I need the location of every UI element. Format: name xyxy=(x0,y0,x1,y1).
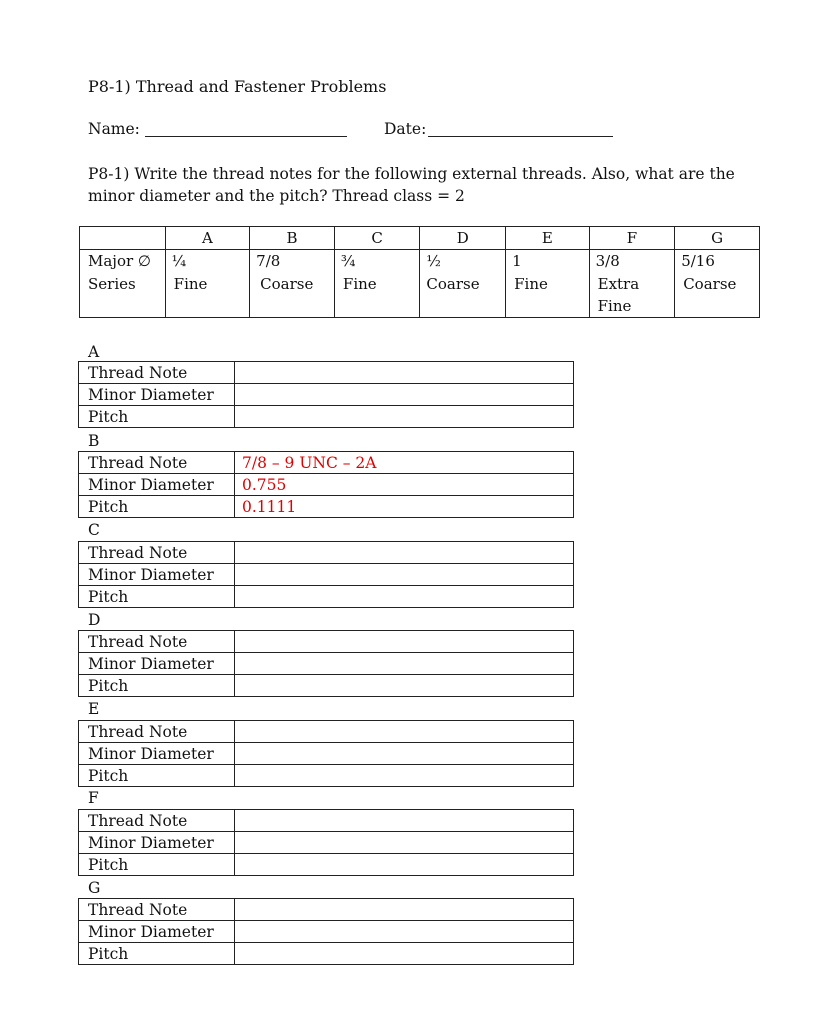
spec-col-letter: D xyxy=(420,227,506,250)
minor-diameter-label: Minor Diameter xyxy=(79,653,235,675)
answer-table xyxy=(78,720,574,787)
spec-col-letter: C xyxy=(334,227,420,250)
section-letter: G xyxy=(88,879,101,897)
minor-diameter-label: Minor Diameter xyxy=(79,564,235,586)
answer-row-pitch xyxy=(79,496,574,518)
thread-note-label: Thread Note xyxy=(79,542,235,564)
spec-major-cell: ½ xyxy=(420,250,506,273)
minor-diameter-label: Minor Diameter xyxy=(79,743,235,765)
pitch-answer[interactable] xyxy=(235,586,574,608)
thread-note-answer[interactable] xyxy=(235,362,574,384)
answer-row-thread-note xyxy=(79,362,574,384)
pitch-label: Pitch xyxy=(79,943,235,965)
section-letter: B xyxy=(88,432,100,450)
thread-note-answer[interactable]: 7/8 – 9 UNC – 2A xyxy=(235,452,574,474)
spec-header-row xyxy=(80,227,760,250)
page-title: P8-1) Thread and Fastener Problems xyxy=(88,77,387,96)
section-letter: A xyxy=(88,343,100,361)
spec-row-label-major: Major ∅ xyxy=(80,250,166,273)
minor-diameter-answer[interactable] xyxy=(235,384,574,406)
pitch-label: Pitch xyxy=(79,675,235,697)
spec-major-cell: ¾ xyxy=(334,250,420,273)
pitch-answer[interactable] xyxy=(235,943,574,965)
minor-diameter-label: Minor Diameter xyxy=(79,921,235,943)
name-label: Name: xyxy=(88,120,140,138)
spec-row-label-series: Series xyxy=(80,273,166,318)
answer-row-pitch xyxy=(79,586,574,608)
thread-note-label: Thread Note xyxy=(79,362,235,384)
spec-series-cell: Coarse xyxy=(250,273,335,318)
answer-table xyxy=(78,451,574,518)
spec-series-line2: Fine xyxy=(597,296,632,315)
spec-series-row xyxy=(80,273,760,318)
minor-diameter-answer[interactable] xyxy=(235,653,574,675)
spec-major-cell: ¼ xyxy=(165,250,250,273)
pitch-label: Pitch xyxy=(79,586,235,608)
thread-note-answer[interactable] xyxy=(235,631,574,653)
section-letter: E xyxy=(88,700,100,718)
answer-row-minor-diameter xyxy=(79,921,574,943)
date-label: Date: xyxy=(384,120,427,138)
spec-col-letter: G xyxy=(675,227,760,250)
answer-row-pitch xyxy=(79,765,574,787)
minor-diameter-label: Minor Diameter xyxy=(79,832,235,854)
date-field[interactable] xyxy=(428,136,613,137)
spec-col-letter: A xyxy=(165,227,250,250)
spec-major-cell: 5/16 xyxy=(675,250,760,273)
thread-note-answer[interactable] xyxy=(235,899,574,921)
name-field[interactable] xyxy=(145,136,347,137)
thread-note-answer[interactable] xyxy=(235,542,574,564)
minor-diameter-label: Minor Diameter xyxy=(79,384,235,406)
pitch-answer[interactable] xyxy=(235,854,574,876)
section-letter: F xyxy=(88,789,99,807)
spec-corner-cell xyxy=(80,227,166,250)
answer-row-thread-note xyxy=(79,631,574,653)
answer-row-minor-diameter xyxy=(79,474,574,496)
answer-row-thread-note xyxy=(79,452,574,474)
spec-series-cell: Fine xyxy=(506,273,590,318)
answer-row-pitch xyxy=(79,675,574,697)
answer-row-minor-diameter xyxy=(79,832,574,854)
thread-note-label: Thread Note xyxy=(79,631,235,653)
answer-row-minor-diameter xyxy=(79,564,574,586)
minor-diameter-answer[interactable]: 0.755 xyxy=(235,474,574,496)
answer-row-thread-note xyxy=(79,542,574,564)
minor-diameter-answer[interactable] xyxy=(235,832,574,854)
spec-series-cell: Coarse xyxy=(675,273,760,318)
spec-series-cell: Coarse xyxy=(420,273,506,318)
spec-col-letter: B xyxy=(250,227,335,250)
spec-col-letter: E xyxy=(506,227,590,250)
thread-note-answer[interactable] xyxy=(235,810,574,832)
answer-table xyxy=(78,630,574,697)
thread-spec-table xyxy=(79,226,760,318)
answer-row-minor-diameter xyxy=(79,653,574,675)
answer-row-thread-note xyxy=(79,721,574,743)
pitch-answer[interactable]: 0.1111 xyxy=(235,496,574,518)
answer-row-pitch xyxy=(79,943,574,965)
answer-row-thread-note xyxy=(79,810,574,832)
thread-note-label: Thread Note xyxy=(79,721,235,743)
answer-row-minor-diameter xyxy=(79,743,574,765)
spec-major-cell: 3/8 xyxy=(589,250,675,273)
spec-col-letter: F xyxy=(589,227,675,250)
section-letter: D xyxy=(88,611,101,629)
spec-series-line1: Extra xyxy=(597,274,640,293)
spec-series-cell xyxy=(589,273,675,318)
thread-note-answer[interactable] xyxy=(235,721,574,743)
thread-note-label: Thread Note xyxy=(79,810,235,832)
section-letter: C xyxy=(88,521,100,539)
pitch-answer[interactable] xyxy=(235,675,574,697)
thread-note-label: Thread Note xyxy=(79,899,235,921)
answer-table xyxy=(78,541,574,608)
answer-table xyxy=(78,898,574,965)
minor-diameter-answer[interactable] xyxy=(235,743,574,765)
thread-note-label: Thread Note xyxy=(79,452,235,474)
answer-row-pitch xyxy=(79,854,574,876)
answer-table xyxy=(78,809,574,876)
answer-row-pitch xyxy=(79,406,574,428)
minor-diameter-answer[interactable] xyxy=(235,921,574,943)
pitch-label: Pitch xyxy=(79,854,235,876)
answer-row-minor-diameter xyxy=(79,384,574,406)
answer-row-thread-note xyxy=(79,899,574,921)
spec-major-row xyxy=(80,250,760,273)
minor-diameter-label: Minor Diameter xyxy=(79,474,235,496)
pitch-label: Pitch xyxy=(79,406,235,428)
spec-major-cell: 1 xyxy=(506,250,590,273)
spec-series-cell: Fine xyxy=(165,273,250,318)
spec-major-cell: 7/8 xyxy=(250,250,335,273)
minor-diameter-answer[interactable] xyxy=(235,564,574,586)
pitch-label: Pitch xyxy=(79,765,235,787)
problem-prompt: P8-1) Write the thread notes for the following external threads. Also, what are the minor diameter and the pitch? Thread class = 2 xyxy=(88,165,735,205)
pitch-answer[interactable] xyxy=(235,406,574,428)
pitch-label: Pitch xyxy=(79,496,235,518)
pitch-answer[interactable] xyxy=(235,765,574,787)
answer-table xyxy=(78,361,574,428)
spec-series-cell: Fine xyxy=(334,273,420,318)
